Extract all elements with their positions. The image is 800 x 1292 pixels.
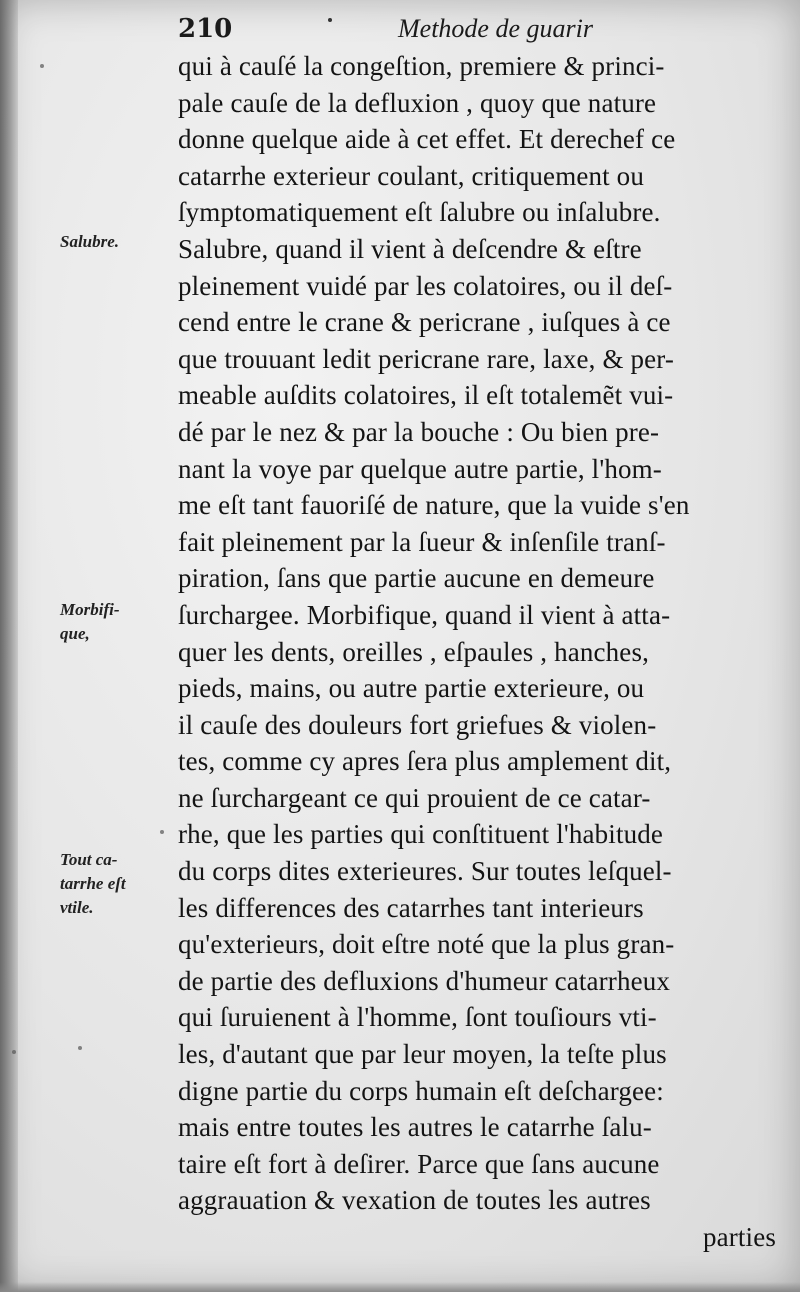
text-line: qui ſuruienent à l'homme, ſont touſiours vti- — [178, 1002, 657, 1033]
text-line: ſymptomatiquement eſt ſalubre ou inſalubre. — [178, 197, 661, 228]
text-line: aggrauation & vexation de toutes les autres — [178, 1185, 651, 1216]
text-line: cend entre le crane & pericrane , iuſques à ce — [178, 307, 671, 338]
text-line: digne partie du corps humain eſt deſchargee: — [178, 1075, 664, 1106]
margin-note-morbifique — [60, 598, 170, 646]
page-gutter-shadow — [0, 0, 18, 1292]
text-line: de partie des defluxions d'humeur catarrheux — [178, 965, 671, 996]
text-line: donne quelque aide à cet effet. Et derechef ce — [178, 124, 676, 155]
text-line: quer les dents, oreilles , eſpaules , hanches, — [178, 636, 650, 667]
margin-note-line: Salubre. — [60, 232, 120, 251]
text-line: qu'exterieurs, doit eſtre noté que la plus gran- — [178, 929, 675, 960]
text-line: du corps dites exterieures. Sur toutes leſquel- — [178, 856, 672, 887]
margin-note-line: tarrhe eſt — [60, 874, 126, 893]
text-line: Salubre, quand il vient à deſcendre & eſtre — [178, 233, 642, 264]
text-line: les, d'autant que par leur moyen, la teſte plus — [178, 1039, 667, 1070]
page-number: 210 — [178, 14, 233, 44]
text-line: que trouuant ledit pericrane rare, laxe, & per- — [178, 343, 675, 374]
text-line: les differences des catarrhes tant interieurs — [178, 892, 644, 923]
margin-note-tout-catarrhe — [60, 848, 170, 920]
paper-speck — [40, 64, 44, 68]
text-line: qui à cauſé la congeſtion, premiere & princi- — [178, 51, 665, 81]
page-header — [178, 12, 778, 52]
text-line: pieds, mains, ou autre partie exterieure, ou — [178, 673, 645, 704]
catchword-line: parties — [702, 1222, 776, 1252]
margin-note-line: Morbifi- — [60, 600, 120, 619]
text-line: pleinement vuidé par les colatoires, ou il deſ- — [178, 270, 673, 301]
text-line: fait pleinement par la ſueur & inſenſile tranſ- — [178, 526, 666, 557]
body-text — [178, 48, 798, 1256]
page-bottom-edge — [0, 1282, 800, 1292]
text-line: mais entre toutes les autres le catarrhe ſalu- — [178, 1112, 652, 1143]
text-line: me eſt tant fauoriſé de nature, que la vuide s'en — [178, 490, 690, 521]
text-line: rhe, que les parties qui conſtituent l'habitude — [178, 819, 664, 850]
text-line: nant la voye par quelque autre partie, l'hom- — [178, 453, 662, 484]
paper-speck — [78, 1046, 82, 1050]
text-line: meable auſdits colatoires, il eſt totalemẽt vui- — [178, 380, 674, 411]
text-line: il cauſe des douleurs fort griefues & violen- — [178, 709, 657, 740]
text-line: ne ſurchargeant ce qui prouient de ce catar- — [178, 782, 651, 813]
margin-note-salubre — [60, 230, 170, 254]
running-title: Methode de guarir — [398, 14, 593, 43]
text-line: catarrhe exterieur coulant, critiquement ou — [178, 160, 644, 191]
margin-note-line: Tout ca- — [60, 850, 118, 869]
text-line: tes, comme cy apres ſera plus amplement dit, — [178, 746, 672, 777]
margin-note-line: que, — [60, 624, 90, 643]
paper-speck — [160, 830, 164, 834]
header-ornament-dot — [328, 18, 332, 22]
margin-note-line: vtile. — [60, 898, 94, 917]
text-line: taire eſt fort à deſirer. Parce que ſans aucune — [178, 1148, 660, 1179]
text-line: piration, ſans que partie aucune en demeure — [178, 563, 655, 594]
text-line: ſurchargee. Morbifique, quand il vient à atta- — [178, 599, 671, 630]
text-line: pale cauſe de la defluxion , quoy que nature — [178, 87, 657, 118]
paper-speck — [12, 1050, 16, 1054]
text-line: dé par le nez & par la bouche : Ou bien pre- — [178, 416, 660, 447]
